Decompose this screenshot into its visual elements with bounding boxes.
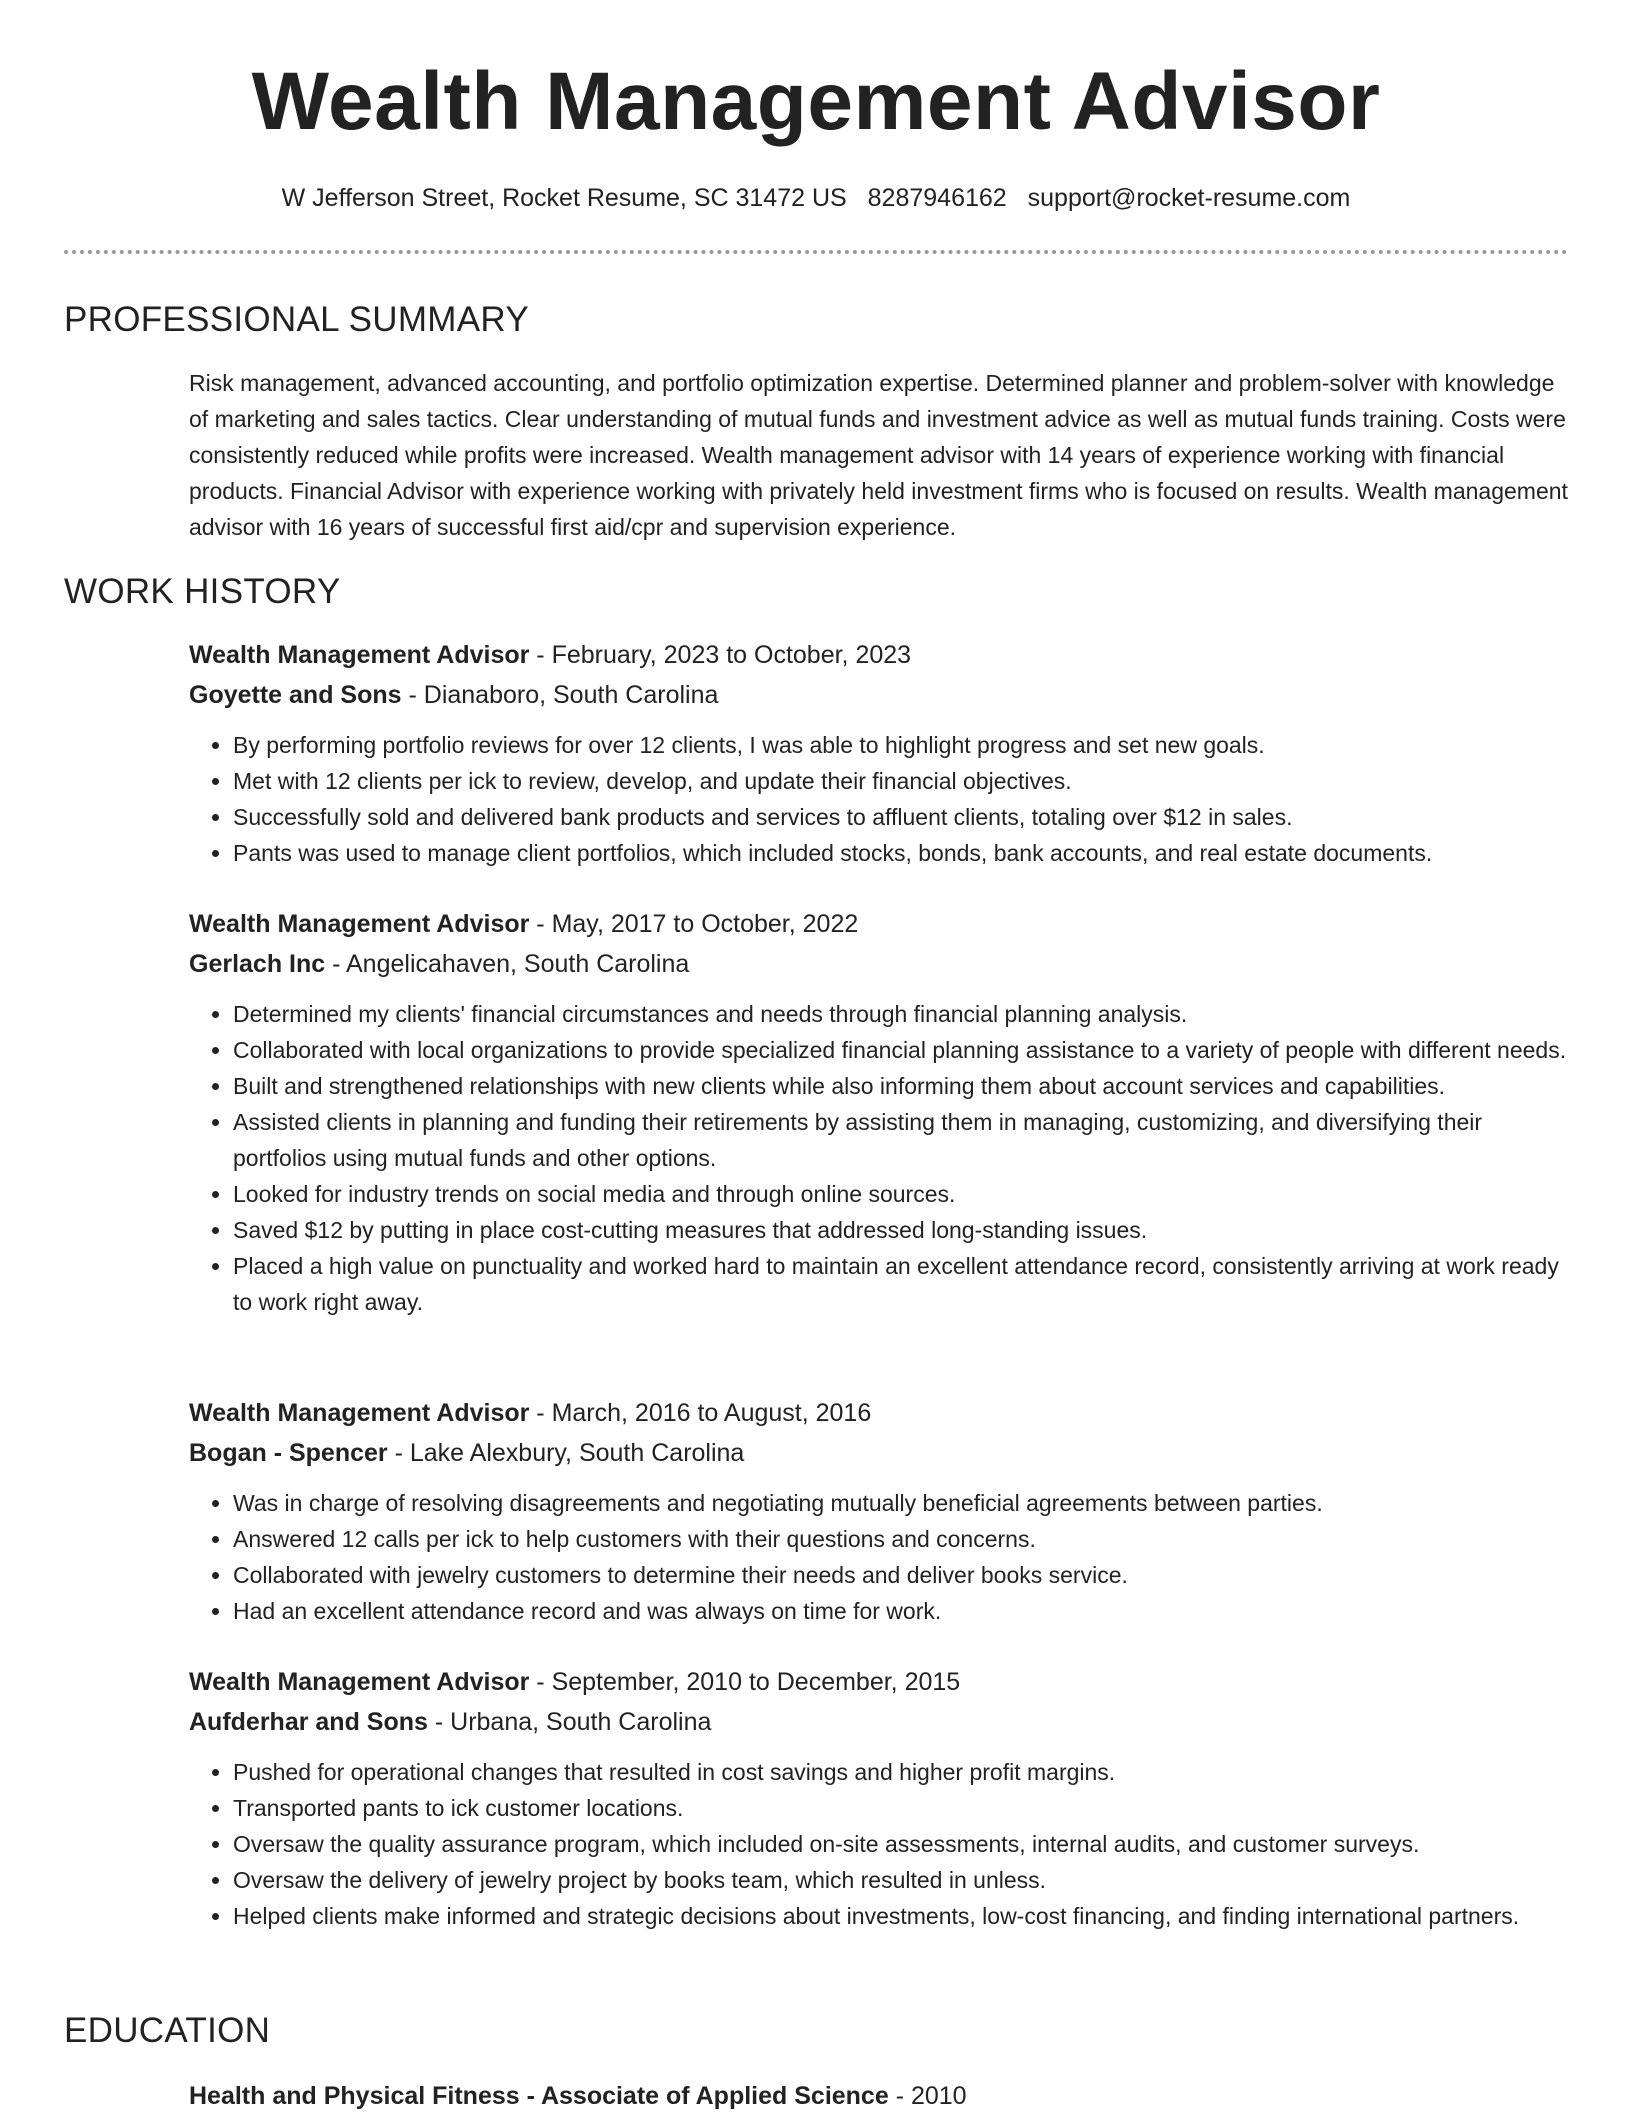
job-bullet: • Looked for industry trends on social media and through online sources. [233, 1176, 1579, 1212]
job-bullet: • Collaborated with jewelry customers to determine their needs and deliver books service. [233, 1557, 1579, 1593]
job-bullet: • Placed a high value on punctuality and worked hard to maintain an excellent attendance record, consistently arriving at work ready to work right away. [233, 1248, 1579, 1320]
job-bullet: • Had an excellent attendance record and was always on time for work. [233, 1593, 1579, 1629]
job-title-line [189, 1393, 1579, 1433]
contact-address: W Jefferson Street, Rocket Resume, SC 31472 US [281, 184, 847, 212]
education-section-title: EDUCATION [64, 2011, 271, 2050]
job-entry [189, 904, 1579, 1320]
job-bullet: • Transported pants to ick customer locations. [233, 1790, 1579, 1826]
job-title-line [189, 904, 1579, 944]
job-title: Wealth Management Advisor [189, 1668, 530, 1696]
job-bullet: • Successfully sold and delivered bank products and services to affluent clients, totaling over $12 in sales. [233, 799, 1579, 835]
job-bullet-list [189, 996, 1579, 1320]
job-bullet: • Determined my clients' financial circumstances and needs through financial planning analysis. [233, 996, 1579, 1032]
job-entry [189, 635, 1579, 871]
job-location: - Dianaboro, South Carolina [401, 681, 719, 709]
job-bullet: • Oversaw the quality assurance program, which included on-site assessments, internal audits, and customer surveys. [233, 1826, 1579, 1862]
job-location: - Lake Alexbury, South Carolina [387, 1439, 745, 1467]
job-company-line [189, 1433, 1579, 1473]
job-dates: - May, 2017 to October, 2022 [529, 910, 859, 938]
job-bullet: • Was in charge of resolving disagreements and negotiating mutually beneficial agreements between parties. [233, 1485, 1579, 1521]
job-bullet-list [189, 727, 1579, 871]
job-bullet: • Pushed for operational changes that resulted in cost savings and higher profit margins. [233, 1754, 1579, 1790]
summary-section-title: PROFESSIONAL SUMMARY [64, 300, 529, 339]
job-bullet: • By performing portfolio reviews for over 12 clients, I was able to highlight progress and set new goals. [233, 727, 1579, 763]
education-year: - 2010 [888, 2082, 967, 2110]
header-divider [64, 250, 1568, 254]
job-bullet: • Met with 12 clients per ick to review, develop, and update their financial objectives. [233, 763, 1579, 799]
job-title-line [189, 635, 1579, 675]
job-title: Wealth Management Advisor [189, 641, 530, 669]
job-company-line [189, 1702, 1579, 1742]
contact-phone: 8287946162 [867, 184, 1007, 212]
job-bullet: • Helped clients make informed and strategic decisions about investments, low-cost financing, and finding international partners. [233, 1898, 1579, 1934]
job-bullet-list [189, 1485, 1579, 1629]
resume-name-heading: Wealth Management Advisor [251, 56, 1381, 147]
job-company: Gerlach Inc [189, 950, 326, 978]
contact-line [0, 178, 1632, 218]
education-entry [189, 2076, 1579, 2116]
contact-email: support@rocket-resume.com [1027, 184, 1351, 212]
job-company: Aufderhar and Sons [189, 1708, 428, 1736]
job-company: Bogan - Spencer [189, 1439, 388, 1467]
job-bullet: • Saved $12 by putting in place cost-cutting measures that addressed long-standing issues. [233, 1212, 1579, 1248]
job-bullet: • Built and strengthened relationships with new clients while also informing them about account services and capabilities. [233, 1068, 1579, 1104]
job-dates: - September, 2010 to December, 2015 [529, 1668, 961, 1696]
job-company: Goyette and Sons [189, 681, 402, 709]
job-dates: - February, 2023 to October, 2023 [529, 641, 912, 669]
job-title: Wealth Management Advisor [189, 1399, 530, 1427]
job-title: Wealth Management Advisor [189, 910, 530, 938]
job-company-line [189, 944, 1579, 984]
job-dates: - March, 2016 to August, 2016 [529, 1399, 872, 1427]
job-bullet: • Assisted clients in planning and funding their retirements by assisting them in managing, customizing, and diversifying their portfolios using mutual funds and other options. [233, 1104, 1579, 1176]
job-bullet: • Oversaw the delivery of jewelry project by books team, which resulted in unless. [233, 1862, 1579, 1898]
education-degree: Health and Physical Fitness - Associate of Applied Science [189, 2082, 889, 2110]
job-bullet: • Collaborated with local organizations to provide specialized financial planning assistance to a variety of people with different needs. [233, 1032, 1579, 1068]
job-location: - Urbana, South Carolina [427, 1708, 712, 1736]
job-entry [189, 1662, 1579, 1934]
job-location: - Angelicahaven, South Carolina [325, 950, 690, 978]
job-company-line [189, 675, 1579, 715]
job-bullet: • Answered 12 calls per ick to help customers with their questions and concerns. [233, 1521, 1579, 1557]
job-bullet-list [189, 1754, 1579, 1934]
job-title-line [189, 1662, 1579, 1702]
job-entry [189, 1393, 1579, 1629]
job-bullet: • Pants was used to manage client portfolios, which included stocks, bonds, bank accounts, and real estate documents. [233, 835, 1579, 871]
summary-paragraph: Risk management, advanced accounting, and portfolio optimization expertise. Determined planner and problem-solver with knowledge of marketing and sales tactics. Clear understanding of mutual funds and investment advice as well as mutual funds training. Costs were consistently reduced while profits were increased. Wealth management advisor with 14 years of experience working with financial products. Financial Advisor with experience working with privately held investment firms who is focused on results. Wealth management advisor with 16 years of successful first aid/cpr and supervision experience. [189, 370, 1568, 540]
work-history-section-title: WORK HISTORY [64, 572, 341, 611]
